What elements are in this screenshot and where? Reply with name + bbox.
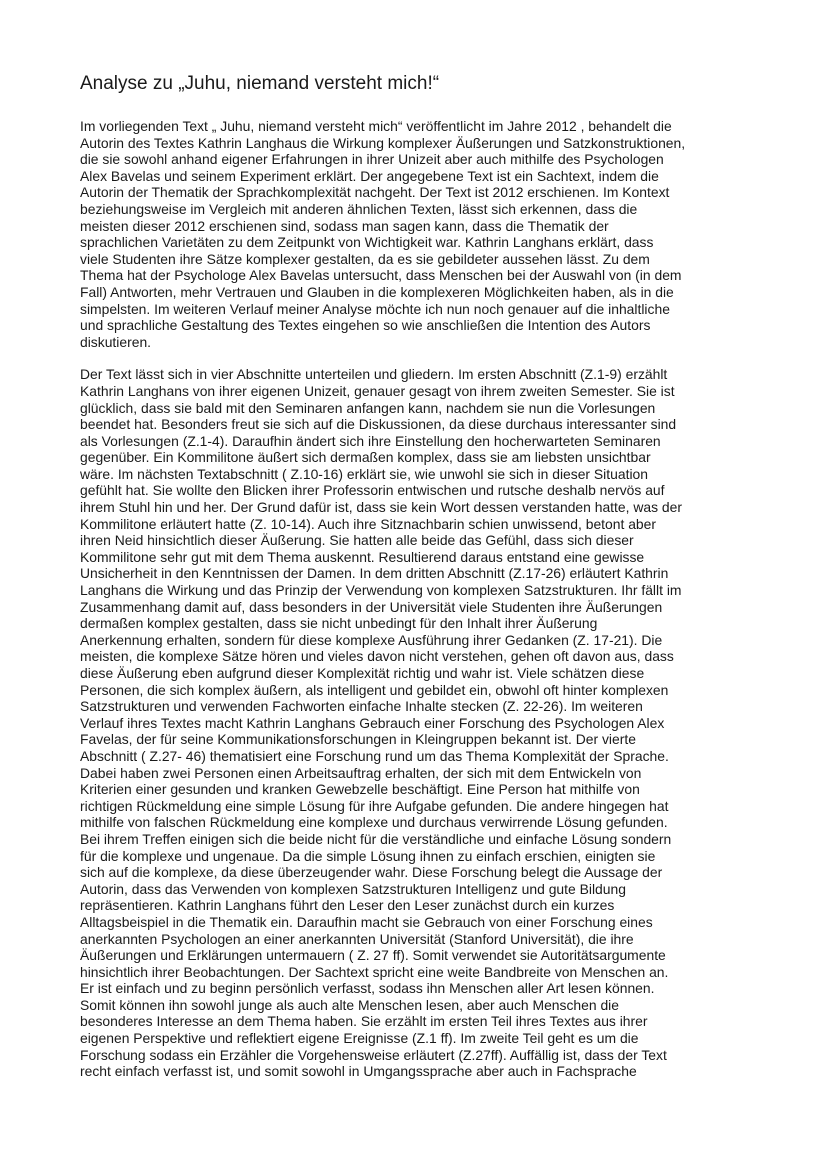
text-line: richtigen Rückmeldung eine simple Lösung für ihre Aufgabe gefunden. Die andere hingegen hat — [80, 797, 669, 814]
text-line: meisten, die komplexe Sätze hören und vieles davon nicht verstehen, gehen oft davon aus, dass — [80, 648, 674, 665]
paragraph-1 — [80, 118, 750, 350]
text-line: gegenüber. Ein Kommilitone äußert sich dermaßen komplex, dass sie am liebsten unsichtbar — [80, 449, 651, 466]
text-line: Äußerungen und Erklärungen untermauern ( Z. 27 ff). Somit verwendet sie Autoritätsargumente — [80, 947, 666, 964]
document-title: Analyse zu „Juhu, niemand versteht mich!“ — [80, 73, 440, 94]
text-line: Im vorliegenden Text „ Juhu, niemand versteht mich“ veröffentlicht im Jahre 2012 , behandelt die — [80, 118, 672, 134]
text-line: Kommilitone sehr gut mit dem Thema auskennt. Resultierend daraus entstand eine gewisse — [80, 548, 645, 565]
text-line: und sprachliche Gestaltung des Textes eingehen so wie anschließen die Intention des Autors — [80, 317, 651, 334]
text-line: für die komplexe und ungenaue. Da die simple Lösung ihnen zu einfach erschien, einigten sie — [80, 847, 656, 864]
text-line: Satzstrukturen und verwenden Fachworten einfache Inhalte stecken (Z. 22-26). Im weiteren — [80, 698, 643, 715]
text-line: Kriterien einer gesunden und kranken Gewebzelle beschäftigt. Eine Person hat mithilfe von — [80, 781, 640, 798]
text-line: simpelsten. Im weiteren Verlauf meiner Analyse möchte ich nun noch genauer auf die inhaltliche — [80, 300, 670, 317]
text-line: diskutieren. — [80, 333, 152, 350]
text-line: Autorin, dass das Verwenden von komplexen Satzstrukturen Intelligenz und gute Bildung — [80, 880, 626, 897]
text-line: gefühlt hat. Sie wollte den Blicken ihrer Professorin entwischen und rutsche deshalb nervös auf — [80, 482, 665, 499]
text-line: dermaßen komplex gestalten, dass sie nicht unbedingt für den Inhalt ihrer Äußerung — [80, 615, 598, 632]
text-line: Personen, die sich komplex äußern, als intelligent und gebildet ein, obwohl oft hinter komplexen — [80, 681, 669, 698]
text-line: beendet hat. Besonders freut sie sich auf die Diskussionen, da diese durchaus interessanter sind — [80, 416, 677, 433]
text-line: Kommilitone erläutert hatte (Z. 10-14). Auch ihre Sitznachbarin schien unwissend, betont aber — [80, 515, 656, 532]
text-line: sich auf die komplexe, da diese überzeugender wahr. Diese Forschung belegt die Aussage der — [80, 864, 663, 881]
text-line: eigenen Perspektive und reflektiert eigene Ereignisse (Z.1 ff). Im zweite Teil geht es um die — [80, 1030, 639, 1047]
text-line: Bei ihrem Treffen einigen sich die beide nicht für die verständliche und einfache Lösung sondern — [80, 830, 672, 847]
text-line: Fall) Antworten, mehr Vertrauen und Glauben in die komplexeren Möglichkeiten haben, als in die — [80, 283, 674, 300]
text-line: ihren Neid hinsichtlich dieser Äußerung. Sie hatten alle beide das Gefühl, dass sich dieser — [80, 532, 634, 549]
text-line: sprachlichen Varietäten zu dem Zeitpunkt von Wichtigkeit war. Kathrin Langhans erklärt, dass — [80, 234, 654, 251]
text-line: Thema hat der Psychologe Alex Bavelas untersucht, dass Menschen bei der Auswahl von (in dem — [80, 267, 682, 284]
document-body — [80, 118, 750, 1080]
text-line: Der Text lässt sich in vier Abschnitte unterteilen und gliedern. Im ersten Abschnitt (Z.1-9) erzählt — [80, 366, 668, 383]
text-line: viele Studenten ihre Sätze komplexer gestalten, da es sie gebildeter aussehen lässt. Zu dem — [80, 250, 650, 267]
text-line: anerkannten Psychologen an einer anerkannten Universität (Stanford Universität), die ihre — [80, 930, 634, 947]
text-line: Kathrin Langhans von ihrer eigenen Unizeit, genauer gesagt von ihrem zweiten Semester. Sie ist — [80, 382, 675, 399]
text-line: repräsentieren. Kathrin Langhans führt den Leser den Leser zunächst durch ein kurzes — [80, 897, 615, 914]
text-line: glücklich, dass sie bald mit den Seminaren anfangen kann, nachdem sie nun die Vorlesungen — [80, 399, 656, 416]
text-line: Langhans die Wirkung und das Prinzip der Verwendung von komplexen Satzstrukturen. Ihr fällt im — [80, 582, 682, 599]
document-page — [80, 72, 750, 1096]
text-line: Verlauf ihres Textes macht Kathrin Langhans Gebrauch einer Forschung des Psychologen Alex — [80, 714, 665, 731]
text-line: Somit können ihn sowohl junge als auch alte Menschen lesen, aber auch Menschen die — [80, 996, 619, 1013]
text-line: wäre. Im nächsten Textabschnitt ( Z.10-16) erklärt sie, wie unwohl sie sich in dieser Situation — [80, 465, 648, 482]
text-line: Dabei haben zwei Personen einen Arbeitsauftrag erhalten, der sich mit dem Entwickeln von — [80, 764, 642, 781]
text-line: besonderes Interesse an dem Thema haben. Sie erzählt im ersten Teil ihres Textes aus ihrer — [80, 1013, 648, 1030]
text-line: diese Äußerung eben aufgrund dieser Komplexität richtig und wahr ist. Viele schätzen diese — [80, 665, 645, 681]
text-line: die sie sowohl anhand eigener Erfahrungen in ihrer Unizeit aber auch mithilfe des Psychologen — [80, 151, 664, 168]
text-line: meisten dieser 2012 erschienen sind, sodass man sagen kann, dass die Thematik der — [80, 217, 609, 234]
text-line: als Vorlesungen (Z.1-4). Daraufhin ändert sich ihre Einstellung den hocherwarteten Seminaren — [80, 432, 661, 449]
text-line: Autorin des Textes Kathrin Langhaus die Wirkung komplexer Äußerungen und Satzkonstruktionen, — [80, 134, 686, 151]
paragraph-2 — [80, 366, 750, 1080]
text-line: Autorin der Thematik der Sprachkomplexität nachgeht. Der Text ist 2012 erschienen. Im Kontext — [80, 184, 670, 201]
text-line: Abschnitt ( Z.27- 46) thematisiert eine Forschung rund um das Thema Komplexität der Sprache. — [80, 747, 669, 764]
text-line: Zusammenhang damit auf, dass besonders in der Universität viele Studenten ihre Äußerungen — [80, 598, 663, 615]
text-line: Favelas, der für seine Kommunikationsforschungen in Kleingruppen bekannt ist. Der vierte — [80, 731, 636, 748]
text-line: hinsichtlich ihrer Beobachtungen. Der Sachtext spricht eine weite Bandbreite von Menschen an. — [80, 963, 669, 980]
text-line: mithilfe von falschen Rückmeldung eine komplexe und durchaus verwirrende Lösung gefunden. — [80, 814, 668, 831]
text-line: Forschung sodass ein Erzähler die Vorgehensweise erläutert (Z.27ff). Auffällig ist, dass der Text — [80, 1046, 667, 1063]
text-line: beziehungsweise im Vergleich mit anderen ähnlichen Texten, lässt sich erkennen, dass die — [80, 200, 638, 217]
text-line: recht einfach verfasst ist, und somit sowohl in Umgangssprache aber auch in Fachsprache — [80, 1063, 637, 1080]
text-line: Anerkennung erhalten, sondern für diese komplexe Ausführung ihrer Gedanken (Z. 17-21). Die — [80, 631, 663, 648]
text-line: Unsicherheit in den Kenntnissen der Damen. In dem dritten Abschnitt (Z.17-26) erläutert Kathrin — [80, 565, 669, 582]
text-line: ihrem Stuhl hin und her. Der Grund dafür ist, dass sie kein Wort dessen verstanden hatte, was der — [80, 499, 682, 516]
text-line: Alltagsbeispiel in die Thematik ein. Daraufhin macht sie Gebrauch von einer Forschung eines — [80, 913, 653, 930]
text-line: Er ist einfach und zu beginn persönlich verfasst, sodass ihn Menschen aller Art lesen können. — [80, 980, 655, 997]
text-line: Alex Bavelas und seinem Experiment erklärt. Der angegebene Text ist ein Sachtext, indem die — [80, 167, 659, 184]
